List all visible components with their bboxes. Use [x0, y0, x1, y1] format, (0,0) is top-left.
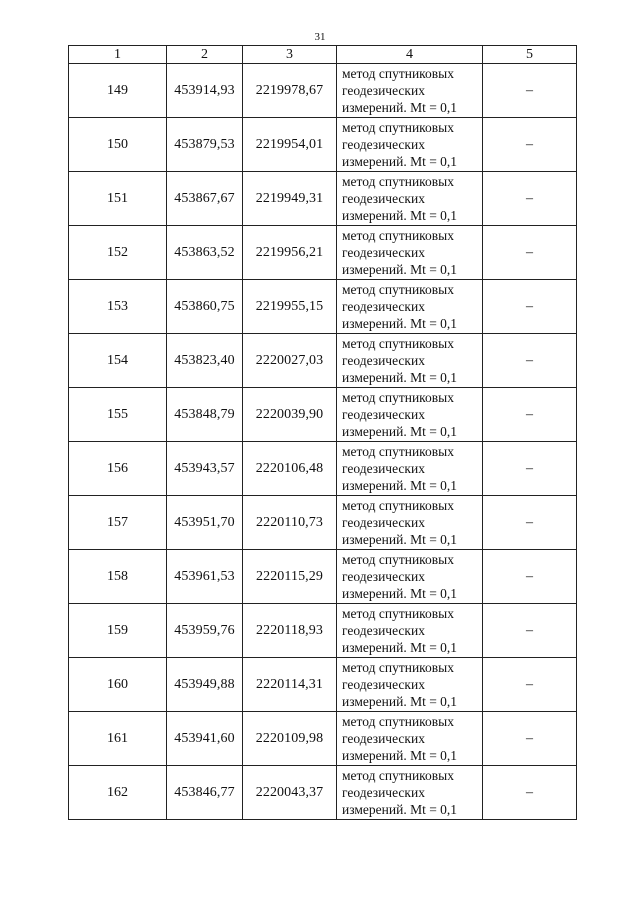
table-row: [69, 712, 577, 766]
point-number-cell: 150: [69, 118, 167, 172]
note-cell: –: [483, 604, 577, 658]
header-row: [69, 46, 577, 64]
point-number-cell: 158: [69, 550, 167, 604]
table-row: [69, 766, 577, 820]
point-number-cell: 159: [69, 604, 167, 658]
coordinate-y-cell: 2219956,21: [243, 226, 337, 280]
table-row: [69, 280, 577, 334]
note-cell: –: [483, 658, 577, 712]
note-cell: –: [483, 442, 577, 496]
table-row: [69, 118, 577, 172]
method-cell: метод спутниковых геодезических измерений. Mt = 0,1: [337, 334, 483, 388]
table-row: [69, 172, 577, 226]
note-cell: –: [483, 280, 577, 334]
coordinate-x-cell: 453941,60: [167, 712, 243, 766]
table-row: [69, 658, 577, 712]
coordinate-y-cell: 2220043,37: [243, 766, 337, 820]
coordinate-y-cell: 2220106,48: [243, 442, 337, 496]
method-cell: метод спутниковых геодезических измерений. Mt = 0,1: [337, 766, 483, 820]
note-cell: –: [483, 118, 577, 172]
point-number-cell: 152: [69, 226, 167, 280]
header-col-5: 5: [483, 46, 577, 64]
coordinate-y-cell: 2220109,98: [243, 712, 337, 766]
table-row: [69, 226, 577, 280]
coordinate-x-cell: 453823,40: [167, 334, 243, 388]
point-number-cell: 157: [69, 496, 167, 550]
note-cell: –: [483, 496, 577, 550]
table-row: [69, 496, 577, 550]
method-cell: метод спутниковых геодезических измерений. Mt = 0,1: [337, 442, 483, 496]
coordinate-x-cell: 453951,70: [167, 496, 243, 550]
coordinate-y-cell: 2219954,01: [243, 118, 337, 172]
note-cell: –: [483, 712, 577, 766]
coordinate-y-cell: 2219978,67: [243, 64, 337, 118]
table-row: [69, 334, 577, 388]
note-cell: –: [483, 334, 577, 388]
table-row: [69, 604, 577, 658]
method-cell: метод спутниковых геодезических измерений. Mt = 0,1: [337, 604, 483, 658]
coordinate-x-cell: 453949,88: [167, 658, 243, 712]
coordinate-x-cell: 453914,93: [167, 64, 243, 118]
method-cell: метод спутниковых геодезических измерений. Mt = 0,1: [337, 496, 483, 550]
point-number-cell: 156: [69, 442, 167, 496]
coordinate-x-cell: 453961,53: [167, 550, 243, 604]
coordinate-y-cell: 2220115,29: [243, 550, 337, 604]
note-cell: –: [483, 226, 577, 280]
point-number-cell: 160: [69, 658, 167, 712]
method-cell: метод спутниковых геодезических измерений. Mt = 0,1: [337, 388, 483, 442]
coordinate-x-cell: 453846,77: [167, 766, 243, 820]
method-cell: метод спутниковых геодезических измерений. Mt = 0,1: [337, 64, 483, 118]
table-row: [69, 388, 577, 442]
coordinate-y-cell: 2220039,90: [243, 388, 337, 442]
table-row: [69, 442, 577, 496]
table-row: [69, 550, 577, 604]
note-cell: –: [483, 550, 577, 604]
coordinate-x-cell: 453863,52: [167, 226, 243, 280]
coordinate-y-cell: 2220027,03: [243, 334, 337, 388]
method-cell: метод спутниковых геодезических измерений. Mt = 0,1: [337, 658, 483, 712]
coordinate-y-cell: 2219949,31: [243, 172, 337, 226]
point-number-cell: 161: [69, 712, 167, 766]
table-header: [69, 46, 577, 64]
header-col-2: 2: [167, 46, 243, 64]
coordinate-x-cell: 453848,79: [167, 388, 243, 442]
point-number-cell: 149: [69, 64, 167, 118]
point-number-cell: 154: [69, 334, 167, 388]
header-col-4: 4: [337, 46, 483, 64]
method-cell: метод спутниковых геодезических измерений. Mt = 0,1: [337, 172, 483, 226]
note-cell: –: [483, 766, 577, 820]
header-col-1: 1: [69, 46, 167, 64]
method-cell: метод спутниковых геодезических измерений. Mt = 0,1: [337, 712, 483, 766]
point-number-cell: 151: [69, 172, 167, 226]
coordinate-y-cell: 2220110,73: [243, 496, 337, 550]
coordinate-y-cell: 2219955,15: [243, 280, 337, 334]
coordinate-x-cell: 453959,76: [167, 604, 243, 658]
method-cell: метод спутниковых геодезических измерений. Mt = 0,1: [337, 118, 483, 172]
note-cell: –: [483, 172, 577, 226]
header-col-3: 3: [243, 46, 337, 64]
point-number-cell: 153: [69, 280, 167, 334]
note-cell: –: [483, 64, 577, 118]
coordinate-x-cell: 453879,53: [167, 118, 243, 172]
coordinate-x-cell: 453867,67: [167, 172, 243, 226]
table-row: [69, 64, 577, 118]
coordinate-x-cell: 453860,75: [167, 280, 243, 334]
point-number-cell: 162: [69, 766, 167, 820]
table-body: [69, 64, 577, 820]
coordinate-y-cell: 2220118,93: [243, 604, 337, 658]
method-cell: метод спутниковых геодезических измерений. Mt = 0,1: [337, 550, 483, 604]
point-number-cell: 155: [69, 388, 167, 442]
coordinate-x-cell: 453943,57: [167, 442, 243, 496]
note-cell: –: [483, 388, 577, 442]
method-cell: метод спутниковых геодезических измерений. Mt = 0,1: [337, 280, 483, 334]
coordinates-table: [68, 45, 577, 820]
page-number: 31: [314, 31, 326, 43]
coordinate-y-cell: 2220114,31: [243, 658, 337, 712]
method-cell: метод спутниковых геодезических измерений. Mt = 0,1: [337, 226, 483, 280]
